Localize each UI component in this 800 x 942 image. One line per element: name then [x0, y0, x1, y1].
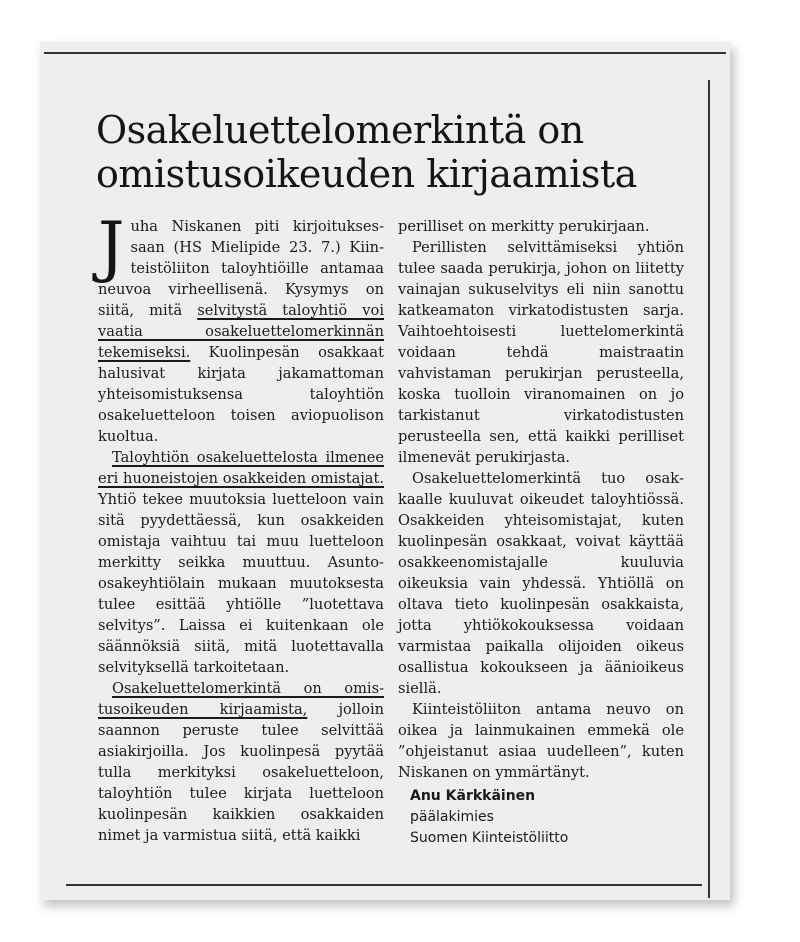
author-name: Anu Kärkkäinen [410, 788, 536, 804]
article-column-2 [398, 216, 684, 783]
right-column-rule [708, 80, 710, 898]
paragraph-7: Kiinteistöliiton antama neuvo on oikea ja lainmukainen emmekä ole ”ohjeistanut asiaa uudelleen”, kuten Niskanen on ymmärtänyt. [398, 701, 684, 781]
top-rule [44, 52, 726, 54]
signature-block [410, 786, 690, 849]
paragraph-1: Juha Niskanen piti kirjoituksessaan (HS Mielipide 23. 7.) Kiinteistöliiton taloyhtiöille antamaa neuvoa virheellisenä. Kysymys on siitä, mitä selvitystä taloyhtiö voi vaatia osakeluettelomerkinnän tekemiseksi. Kuolinpesän osakkaat halusivat kirjata jakamattoman yhteisomistuksensa taloyhtiön osakeluetteloon toisen aviopuolison kuoltua. [98, 208, 384, 445]
paragraph-5: Perillisten selvittämiseksi yhtiön tulee saada perukirja, johon on liitetty vainajan sukuselvitys eli niin sanottu katkeamaton virkatodistusten sarja. Vaihtoehtoisesti luettelomerkintä voidaan tehdä maistraatin vahvistaman perukirjan perusteella, koska tuolloin viranomainen on jo tarkistanut virkatodistusten perusteella sen, että kaikki perilliset ilmenevät perukirjasta. [398, 239, 684, 466]
article-column-1 [98, 208, 385, 846]
paragraph-4: perilliset on merkitty perukirjaan. [398, 218, 650, 235]
author-title: päälakimies [410, 809, 494, 825]
author-organization: Suomen Kiinteistöliitto [410, 830, 569, 846]
paragraph-2: Taloyhtiön osakeluettelosta ilmenee eri huoneistojen osakkeiden omistajat. Yhtiö tekee muutoksia luetteloon vain sitä pyydettäessä, kun osakkeiden omistaja vaihtuu tai muu luetteloon merkitty seikka muuttuu. Asunto-osakeyhtiölain mukaan muutoksesta tulee esittää yhtiölle ”luotettava selvitys”. Laissa ei kuitenkaan ole säännöksiä siitä, mitä luotettavalla selvityksellä tarkoitetaan. [98, 449, 384, 676]
paragraph-6: Osakeluettelomerkintä tuo osakkaalle kuuluvat oikeudet taloyhtiössä. Osakkeiden yhteisomistajat, kuten kuolinpesän osakkaat, voivat käyttää osakkeenomistajalle kuuluvia oikeuksia vain yhdessä. Yhtiöllä on oltava tieto kuolinpesän osakkaista, jotta yhtiökokouksessa voidaan varmistaa paikalla olijoiden oikeus osallistua kokoukseen ja äänioikeus siellä. [398, 470, 684, 697]
underlined-passage: selvitystä taloyhtiö voi vaatia osakeluettelomerkinnän tekemiseksi. [98, 302, 384, 361]
bottom-rule [66, 884, 702, 886]
paragraph-3: Osakeluettelomerkintä on omistusoikeuden kirjaamista, jolloin saannon peruste tulee selvittää asiakirjoilla. Jos kuolinpesä pyytää tulla merkityksi osakeluetteloon, taloyhtiön tulee kirjata luetteloon kuolinpesän kaikkien osakkaiden nimet ja varmistua siitä, että kaikki [98, 680, 385, 844]
underlined-passage: Osakeluettelomerkintä on omistusoikeuden kirjaamista, [98, 680, 384, 718]
underlined-passage: Taloyhtiön osakeluettelosta ilmenee eri huoneistojen osakkeiden omistajat. [98, 449, 384, 487]
article-headline: Osakeluettelomerkintä on omistusoikeuden kirjaamista [96, 108, 637, 196]
drop-cap: J [98, 208, 125, 285]
